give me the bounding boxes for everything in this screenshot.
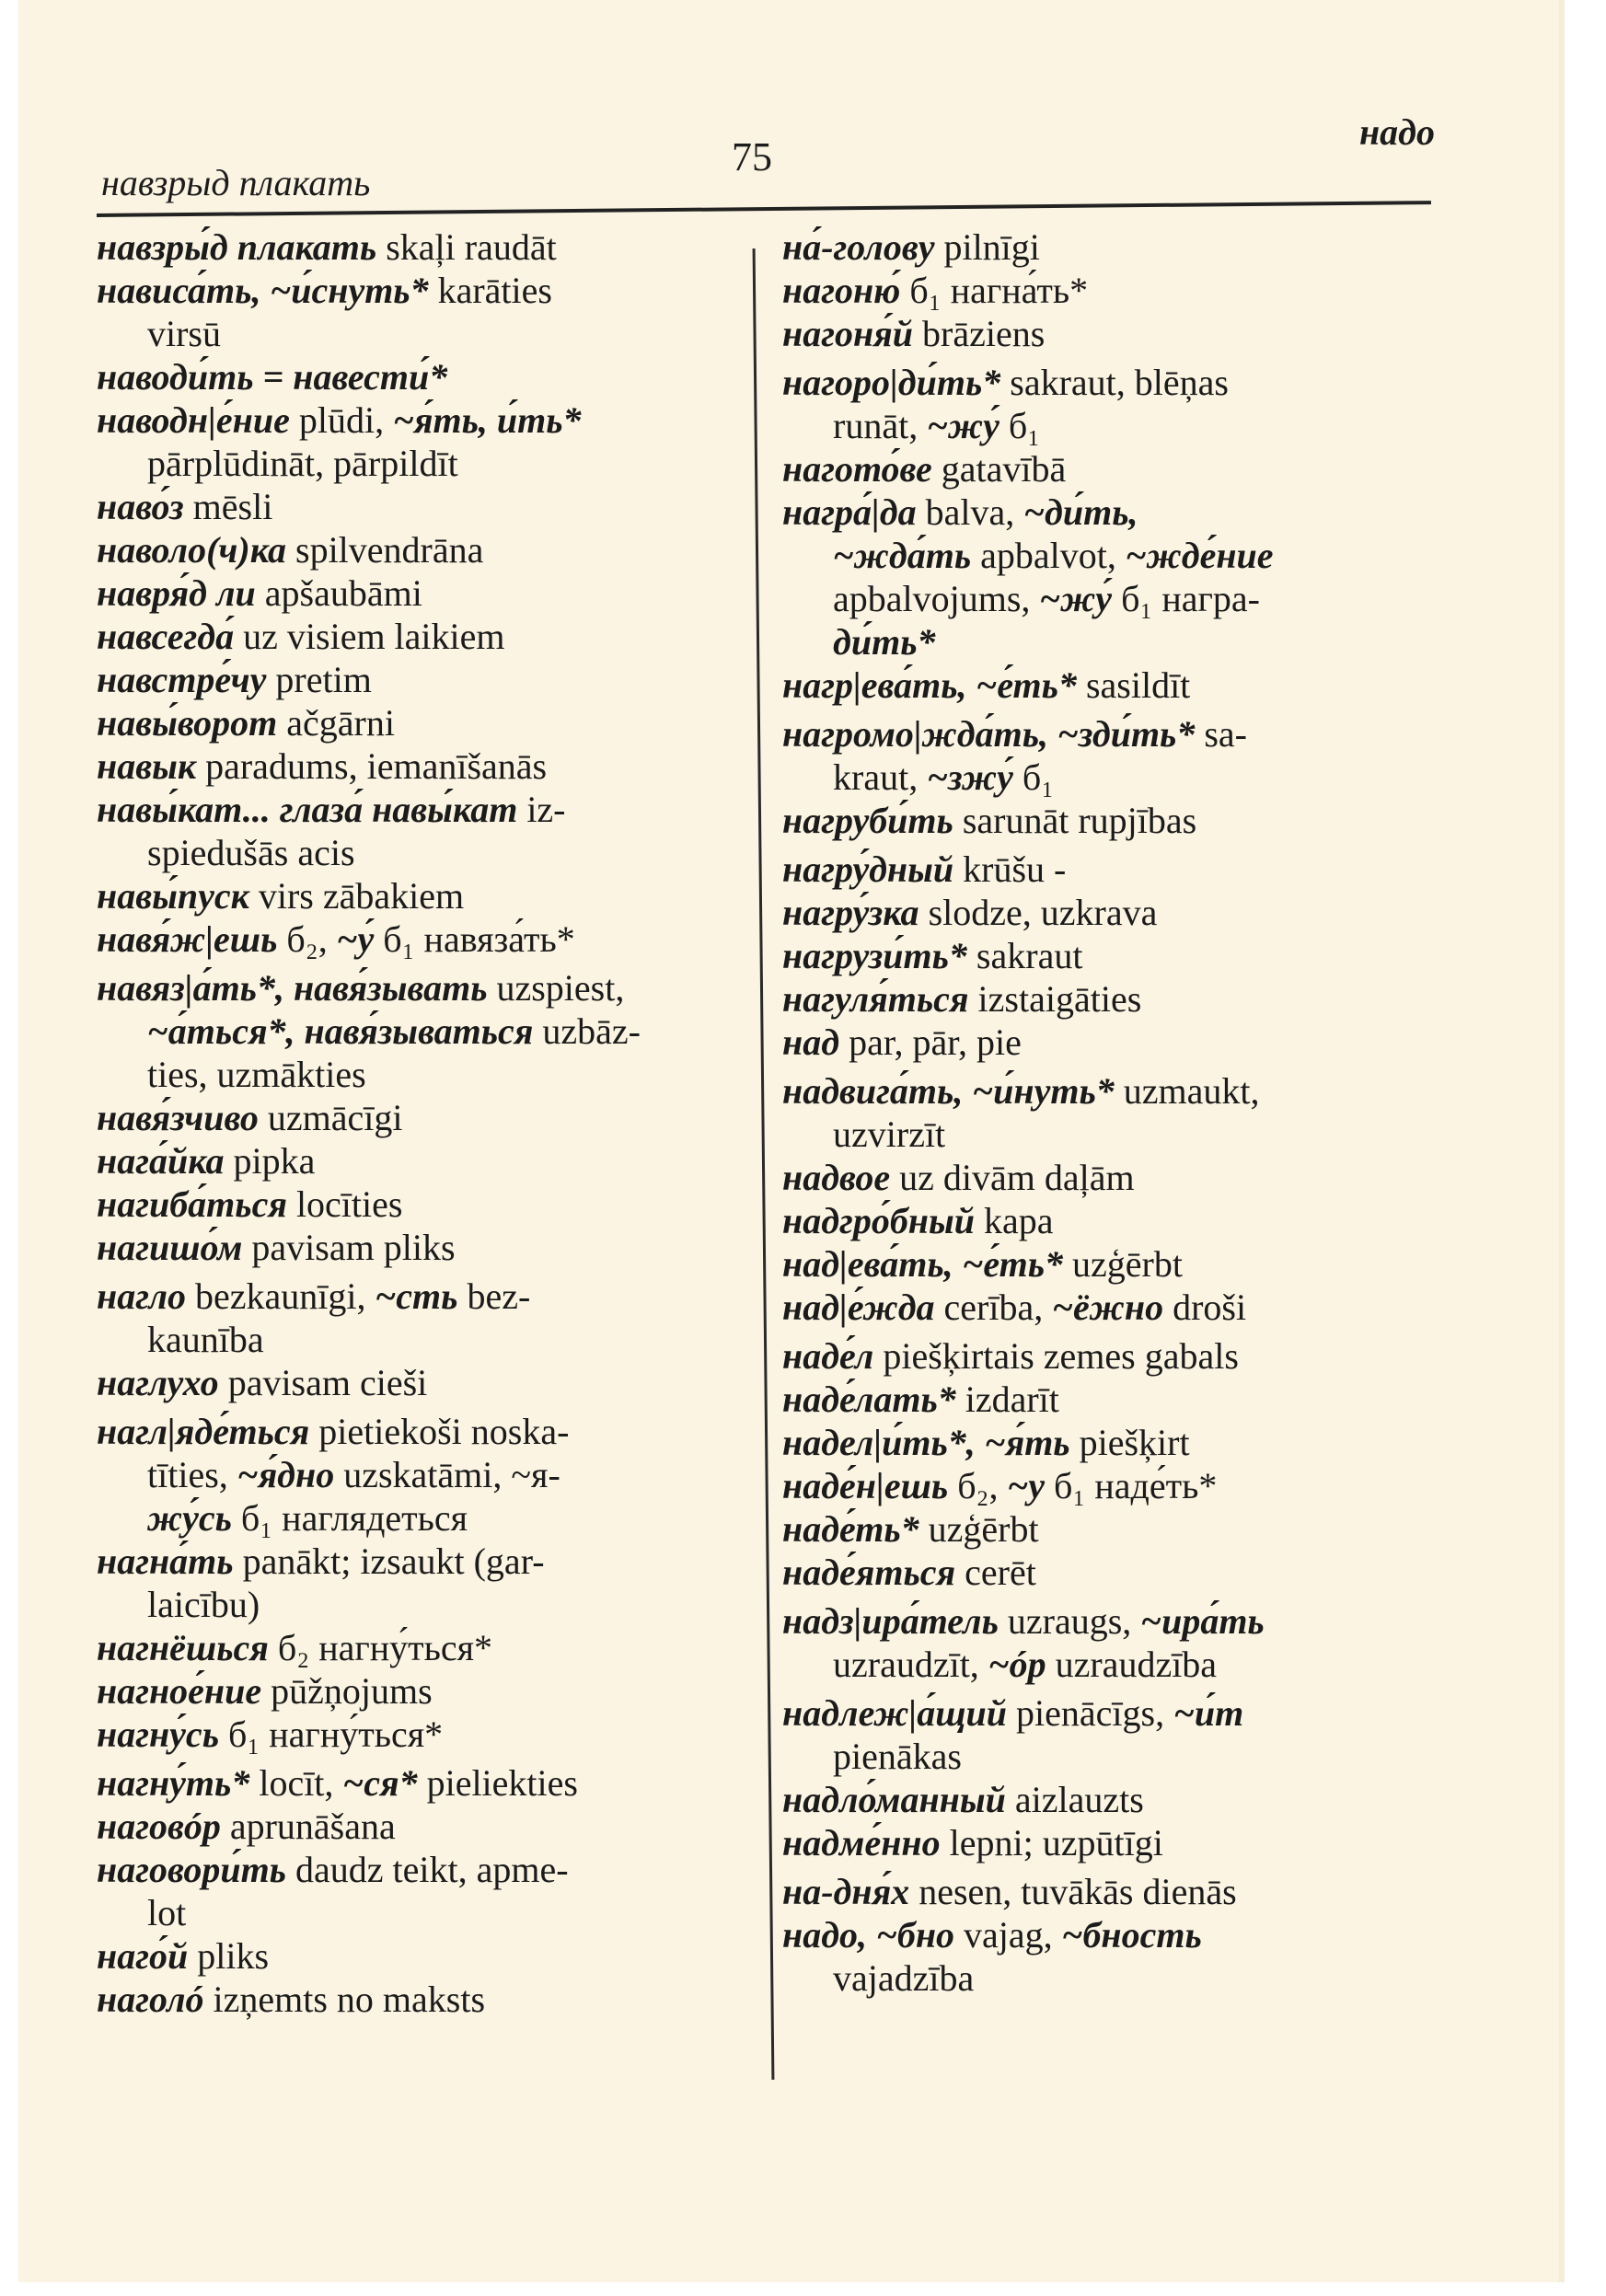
translation: ačgārni: [277, 702, 395, 744]
dictionary-entry-line: [97, 1626, 796, 1669]
dictionary-entry-line: [782, 934, 1454, 977]
headword: навзры́д плакать: [97, 226, 377, 268]
dictionary-entry-line: [97, 1583, 796, 1626]
translation: daudz teikt, apme-: [285, 1849, 569, 1890]
translation: pliks: [188, 1935, 270, 1977]
dictionary-entry-line: [782, 404, 1454, 447]
headword: нагру́дный: [782, 848, 954, 890]
headword: ~бно: [876, 1914, 955, 1956]
translation: kaunība: [147, 1319, 264, 1360]
headword: ~я́ть: [984, 1422, 1070, 1463]
dictionary-entry-line: [97, 831, 796, 874]
headword: нагоро|ди́ть*: [782, 362, 1001, 403]
translation: б₂,: [948, 1465, 1008, 1506]
translation: cerēt: [955, 1552, 1036, 1593]
translation: б₁ нагну́ться*: [218, 1713, 444, 1755]
headword: наво́з: [97, 486, 184, 527]
dictionary-entry-line: [782, 361, 1454, 404]
dictionary-entry-line: [97, 1848, 796, 1891]
headword: надлеж|а́щий: [782, 1692, 1008, 1734]
headword: наго́й: [97, 1935, 189, 1977]
dictionary-entry-line: [97, 1891, 796, 1934]
headword: нагна́ть: [97, 1540, 234, 1582]
dictionary-entry-line: [97, 874, 796, 917]
header-right-guide-word: надо: [1358, 111, 1435, 153]
headword: нависа́ть, ~и́снуть*: [97, 270, 429, 311]
dictionary-entry-line: [97, 744, 796, 788]
headword: ~а́ться*, навя́зываться: [147, 1010, 534, 1052]
translation: б₁ нагна́ть*: [900, 270, 1089, 311]
headword: надвое: [782, 1157, 891, 1198]
headword: навы́пуск: [97, 875, 249, 917]
translation: pavisam pliks: [242, 1227, 456, 1268]
headword: ~сть: [375, 1275, 458, 1317]
translation: sakraut, blēņas: [1000, 362, 1229, 403]
translation: kapa: [974, 1200, 1054, 1241]
headword: нагр|ева́ть,: [782, 664, 967, 706]
dictionary-entry-line: [782, 1334, 1454, 1378]
dictionary-entry-line: [782, 620, 1454, 663]
translation: б₁ навяза́ть*: [374, 918, 575, 960]
dictionary-entry-line: [97, 1540, 796, 1583]
dictionary-entry-line: [782, 312, 1454, 355]
headword: надо,: [782, 1914, 868, 1956]
headword: ди́ть*: [833, 621, 936, 663]
headword: надз|ира́тель: [782, 1600, 999, 1642]
dictionary-entry-line: [782, 1113, 1454, 1156]
dictionary-entry-line: [782, 1242, 1454, 1286]
translation: spilvendrāna: [286, 529, 484, 571]
translation: lepni; uzpūtīgi: [940, 1822, 1163, 1863]
headword: на́-голову: [782, 226, 935, 268]
translation: pienācīgs,: [1007, 1692, 1174, 1734]
dictionary-entry-line: [782, 756, 1454, 799]
headword: наводн|е́ние: [97, 399, 290, 441]
translation: lot: [147, 1892, 187, 1933]
dictionary-entry-line: [97, 1805, 796, 1848]
headword: наде́яться: [782, 1552, 956, 1593]
translation: uzģērbt: [919, 1508, 1039, 1550]
headword: надгро́бный: [782, 1200, 975, 1241]
dictionary-entry-line: [97, 355, 796, 398]
headword: нагиба́ться: [97, 1183, 287, 1225]
header-left-guide-word: навзрыд плакать: [101, 162, 371, 203]
translation: runāt,: [833, 405, 928, 446]
dictionary-entry-line: [782, 977, 1454, 1021]
translation: sakraut: [966, 935, 1083, 976]
translation: apšaubāmi: [255, 572, 422, 614]
translation: pipka: [224, 1140, 316, 1182]
translation: pretim: [266, 659, 372, 700]
headword: навык: [97, 745, 197, 787]
headword: надел|и́ть*,: [782, 1422, 976, 1463]
dictionary-entry-line: [782, 269, 1454, 312]
dictionary-entry-line: [97, 225, 796, 269]
translation: locīt,: [249, 1762, 343, 1804]
dictionary-entry-line: [97, 1761, 796, 1805]
dictionary-entry-line: [97, 1669, 796, 1713]
headword: наде́лать*: [782, 1379, 956, 1420]
headword: нагнёшься: [97, 1627, 269, 1668]
headword: нага́йка: [97, 1140, 225, 1182]
translation: б₁ награ-: [1112, 578, 1260, 619]
headword: ~я́ть, и́ть*: [393, 399, 582, 441]
headword: навя́ж|ешь: [97, 918, 278, 960]
headword: ~зжу́: [927, 756, 1013, 798]
translation: balva,: [916, 491, 1024, 533]
headword: жу́сь: [147, 1497, 232, 1539]
dictionary-entry-line: [782, 1199, 1454, 1242]
headword: награ́|да: [782, 491, 917, 533]
translation: tīties,: [147, 1454, 237, 1495]
headword: ~и́нуть*: [972, 1070, 1115, 1112]
translation: [867, 1914, 876, 1956]
headword: ~зди́ть*: [1057, 713, 1196, 755]
dictionary-entry-line: [97, 1183, 796, 1226]
translation: droši: [1163, 1286, 1247, 1328]
dictionary-entry-line: [782, 1913, 1454, 1956]
translation: uzraudzīt,: [833, 1644, 988, 1685]
dictionary-entry-line: [782, 1821, 1454, 1864]
translation: locīties: [286, 1183, 403, 1225]
headword: нагоню́: [782, 270, 901, 311]
headword: нагло: [97, 1275, 186, 1317]
translation: [976, 1422, 985, 1463]
dictionary-entry-line: [782, 490, 1454, 534]
translation: panākt; izsaukt (gar-: [233, 1540, 545, 1582]
headword: ~я́дно: [237, 1454, 335, 1495]
dictionary-entry-line: [97, 1096, 796, 1139]
headword: навстре́чу: [97, 659, 267, 700]
right-column: [782, 225, 1454, 2000]
dictionary-entry-line: [782, 1599, 1454, 1643]
dictionary-entry-line: [97, 442, 796, 485]
translation: [1048, 713, 1057, 755]
translation: uz visiem laikiem: [234, 616, 505, 657]
dictionary-entry-line: [782, 799, 1454, 842]
dictionary-entry-line: [782, 1551, 1454, 1594]
translation: б₁: [1012, 756, 1055, 798]
dictionary-entry-line: [782, 1778, 1454, 1821]
translation: aprunāšana: [220, 1806, 396, 1847]
page-header: [83, 110, 1435, 202]
translation: б₁ наглядеться: [231, 1497, 468, 1539]
dictionary-page: [18, 0, 1565, 2282]
headword: надвига́ть,: [782, 1070, 964, 1112]
dictionary-entry-line: [782, 1870, 1454, 1913]
dictionary-entry-line: [782, 534, 1454, 577]
translation: uzmaukt,: [1114, 1070, 1260, 1112]
translation: pūžņojums: [261, 1670, 433, 1712]
headword: ~ира́ть: [1140, 1600, 1265, 1642]
translation: nesen, tuvākās dienās: [909, 1871, 1237, 1912]
translation: uzģērbt: [1063, 1243, 1183, 1285]
headword: наговóр: [97, 1806, 221, 1847]
translation: slodze, uzkrava: [919, 892, 1158, 933]
translation: [953, 1243, 963, 1285]
headword: ~у: [1007, 1465, 1046, 1506]
dictionary-entry-line: [782, 447, 1454, 490]
translation: mēsli: [183, 486, 273, 527]
dictionary-entry-line: [97, 1053, 796, 1096]
headword: наде́н|ешь: [782, 1465, 949, 1506]
translation: laicību): [147, 1584, 260, 1625]
dictionary-entry-line: [97, 528, 796, 571]
translation: б₁ наде́ть*: [1045, 1465, 1218, 1506]
translation: paradums, iemanīšanās: [196, 745, 548, 787]
dictionary-entry-line: [97, 701, 796, 744]
translation: kraut,: [833, 756, 928, 798]
headword: нагл|яде́ться: [97, 1411, 310, 1452]
translation: skaļi raudāt: [376, 226, 557, 268]
translation: uzvirzīt: [833, 1113, 946, 1155]
headword: навря́д ли: [97, 572, 256, 614]
headword: наголó: [97, 1979, 204, 2020]
translation: sasildīt: [1076, 664, 1191, 706]
headword: нагото́ве: [782, 448, 932, 490]
headword: навы́ворот: [97, 702, 278, 744]
headword: ~жу́: [927, 405, 999, 446]
headword: нагну́ть*: [97, 1762, 250, 1804]
dictionary-entry-line: [782, 1421, 1454, 1464]
translation: cerība,: [934, 1286, 1053, 1328]
translation: uz divām daļām: [890, 1157, 1135, 1198]
translation: vajag,: [954, 1914, 1062, 1956]
translation: virsū: [147, 313, 221, 354]
dictionary-entry-line: [782, 848, 1454, 891]
translation: pienākas: [833, 1736, 962, 1777]
dictionary-entry-line: [97, 615, 796, 658]
headword: нагромо|жда́ть,: [782, 713, 1048, 755]
dictionary-entry-line: [97, 1410, 796, 1453]
dictionary-entry-line: [97, 1275, 796, 1318]
headword: ~ёжно: [1052, 1286, 1164, 1328]
translation: pieliekties: [417, 1762, 578, 1804]
translation: [963, 1070, 972, 1112]
translation: virs zābakiem: [248, 875, 465, 917]
dictionary-entry-line: [97, 398, 796, 442]
translation: pārplūdināt, pārpildīt: [147, 443, 458, 484]
headword: ~у́: [336, 918, 375, 960]
headword: на-дня́х: [782, 1871, 910, 1912]
translation: б₂,: [277, 918, 337, 960]
translation: uzbāz-: [533, 1010, 641, 1052]
translation: ties, uzmākties: [147, 1054, 366, 1095]
dictionary-entry-line: [782, 712, 1454, 756]
headword: ~ся*: [342, 1762, 418, 1804]
dictionary-entry-line: [782, 1021, 1454, 1064]
dictionary-entry-line: [782, 1464, 1454, 1507]
left-column: [97, 225, 796, 2021]
headword: навя́зчиво: [97, 1097, 259, 1138]
translation: par, pār, pie: [839, 1021, 1022, 1063]
dictionary-entry-line: [782, 225, 1454, 269]
headword: навсегда́: [97, 616, 235, 657]
dictionary-entry-line: [782, 663, 1454, 707]
headword: наде́ть*: [782, 1508, 919, 1550]
headword: навяз|а́ть*, навя́зывать: [97, 967, 488, 1009]
dictionary-entry-line: [782, 1069, 1454, 1113]
translation: apbalvojums,: [833, 578, 1040, 619]
headword: надло́манный: [782, 1779, 1006, 1820]
translation: uzraudzība: [1046, 1644, 1218, 1685]
translation: pietiekoši noska-: [309, 1411, 570, 1452]
dictionary-entry-line: [97, 1713, 796, 1756]
headword: наговори́ть: [97, 1849, 286, 1890]
headword: нагоня́й: [782, 313, 914, 354]
translation: izņemts no maksts: [203, 1979, 486, 2020]
translation: pavisam cieši: [218, 1362, 428, 1403]
headword: нагное́ние: [97, 1670, 262, 1712]
headword: навы́кат... глаза́ навы́кат: [97, 789, 518, 830]
headword: ~е́ть*: [962, 1243, 1064, 1285]
headword: наволо(ч)ка: [97, 529, 286, 571]
headword: нагуля́ться: [782, 978, 969, 1020]
headword: нагну́сь: [97, 1713, 219, 1755]
translation: piešķirt: [1069, 1422, 1190, 1463]
translation: gatavībā: [931, 448, 1067, 490]
translation: б₁: [999, 405, 1041, 446]
dictionary-entry-line: [97, 966, 796, 1010]
dictionary-entry-line: [97, 788, 796, 831]
headword: над|е́жда: [782, 1286, 935, 1328]
translation: krūšu -: [953, 848, 1067, 890]
headword: нагруби́ть: [782, 800, 953, 841]
dictionary-entry-line: [97, 917, 796, 961]
headword: ~бность: [1061, 1914, 1202, 1956]
headword: наде́л: [782, 1335, 874, 1377]
dictionary-entry-line: [97, 1361, 796, 1404]
dictionary-entry-line: [97, 571, 796, 615]
dictionary-entry-line: [97, 1496, 796, 1540]
headword: нагишо́м: [97, 1227, 243, 1268]
translation: vajadzība: [833, 1957, 975, 1999]
translation: uzmācīgi: [258, 1097, 403, 1138]
dictionary-entry-line: [97, 1226, 796, 1269]
dictionary-entry-line: [97, 485, 796, 528]
headword: надме́нно: [782, 1822, 941, 1863]
translation: brāziens: [913, 313, 1046, 354]
headword: ~и́т: [1173, 1692, 1244, 1734]
translation: apbalvot,: [971, 535, 1126, 576]
translation: iz-: [517, 789, 566, 830]
dictionary-entry-line: [97, 658, 796, 701]
translation: sa-: [1195, 713, 1247, 755]
translation: izstaigāties: [968, 978, 1142, 1020]
dictionary-entry-line: [782, 1691, 1454, 1735]
translation: uzspiest,: [487, 967, 625, 1009]
dictionary-entry-line: [782, 1156, 1454, 1199]
dictionary-entry-line: [97, 312, 796, 355]
dictionary-entry-line: [97, 1318, 796, 1361]
headword: ~óр: [988, 1644, 1046, 1685]
translation: aizlauzts: [1005, 1779, 1144, 1820]
dictionary-entry-line: [782, 1643, 1454, 1686]
headword: ~жу́: [1039, 578, 1113, 619]
headword: ~ди́ть,: [1023, 491, 1138, 533]
translation: piešķirtais zemes gabals: [873, 1335, 1239, 1377]
translation: bez-: [457, 1275, 531, 1317]
dictionary-entry-line: [97, 269, 796, 312]
headword: ~жда́ть: [833, 535, 972, 576]
translation: uzraugs,: [998, 1600, 1141, 1642]
translation: izdarīt: [955, 1379, 1059, 1420]
translation: plūdi,: [289, 399, 394, 441]
translation: karāties: [428, 270, 552, 311]
dictionary-entry-line: [782, 1956, 1454, 2000]
headword: наводи́ть = навести́*: [97, 356, 448, 398]
headword: над: [782, 1021, 840, 1063]
translation: б₂ нагну́ться*: [268, 1627, 493, 1668]
headword: ~е́ть*: [976, 664, 1077, 706]
dictionary-entry-line: [782, 577, 1454, 620]
headword: нагру́зка: [782, 892, 919, 933]
dictionary-entry-line: [782, 1378, 1454, 1421]
headword: наглухо: [97, 1362, 219, 1403]
dictionary-entry-line: [97, 1978, 796, 2021]
translation: uzskatāmi, ~я-: [334, 1454, 560, 1495]
dictionary-entry-line: [97, 1010, 796, 1053]
headword: нагрузи́ть*: [782, 935, 967, 976]
dictionary-entry-line: [97, 1934, 796, 1978]
dictionary-entry-line: [782, 1507, 1454, 1551]
headword: ~жде́ние: [1125, 535, 1274, 576]
translation: [967, 664, 976, 706]
translation: spiedušās acis: [147, 832, 355, 873]
headword: над|ева́ть,: [782, 1243, 953, 1285]
dictionary-entry-line: [782, 1286, 1454, 1329]
dictionary-entry-line: [782, 891, 1454, 934]
dictionary-entry-line: [782, 1735, 1454, 1778]
translation: sarunāt rupjības: [953, 800, 1197, 841]
translation: pilnīgi: [934, 226, 1040, 268]
dictionary-entry-line: [97, 1139, 796, 1183]
page-number: 75: [732, 134, 772, 179]
translation: bezkaunīgi,: [185, 1275, 376, 1317]
dictionary-entry-line: [97, 1453, 796, 1496]
